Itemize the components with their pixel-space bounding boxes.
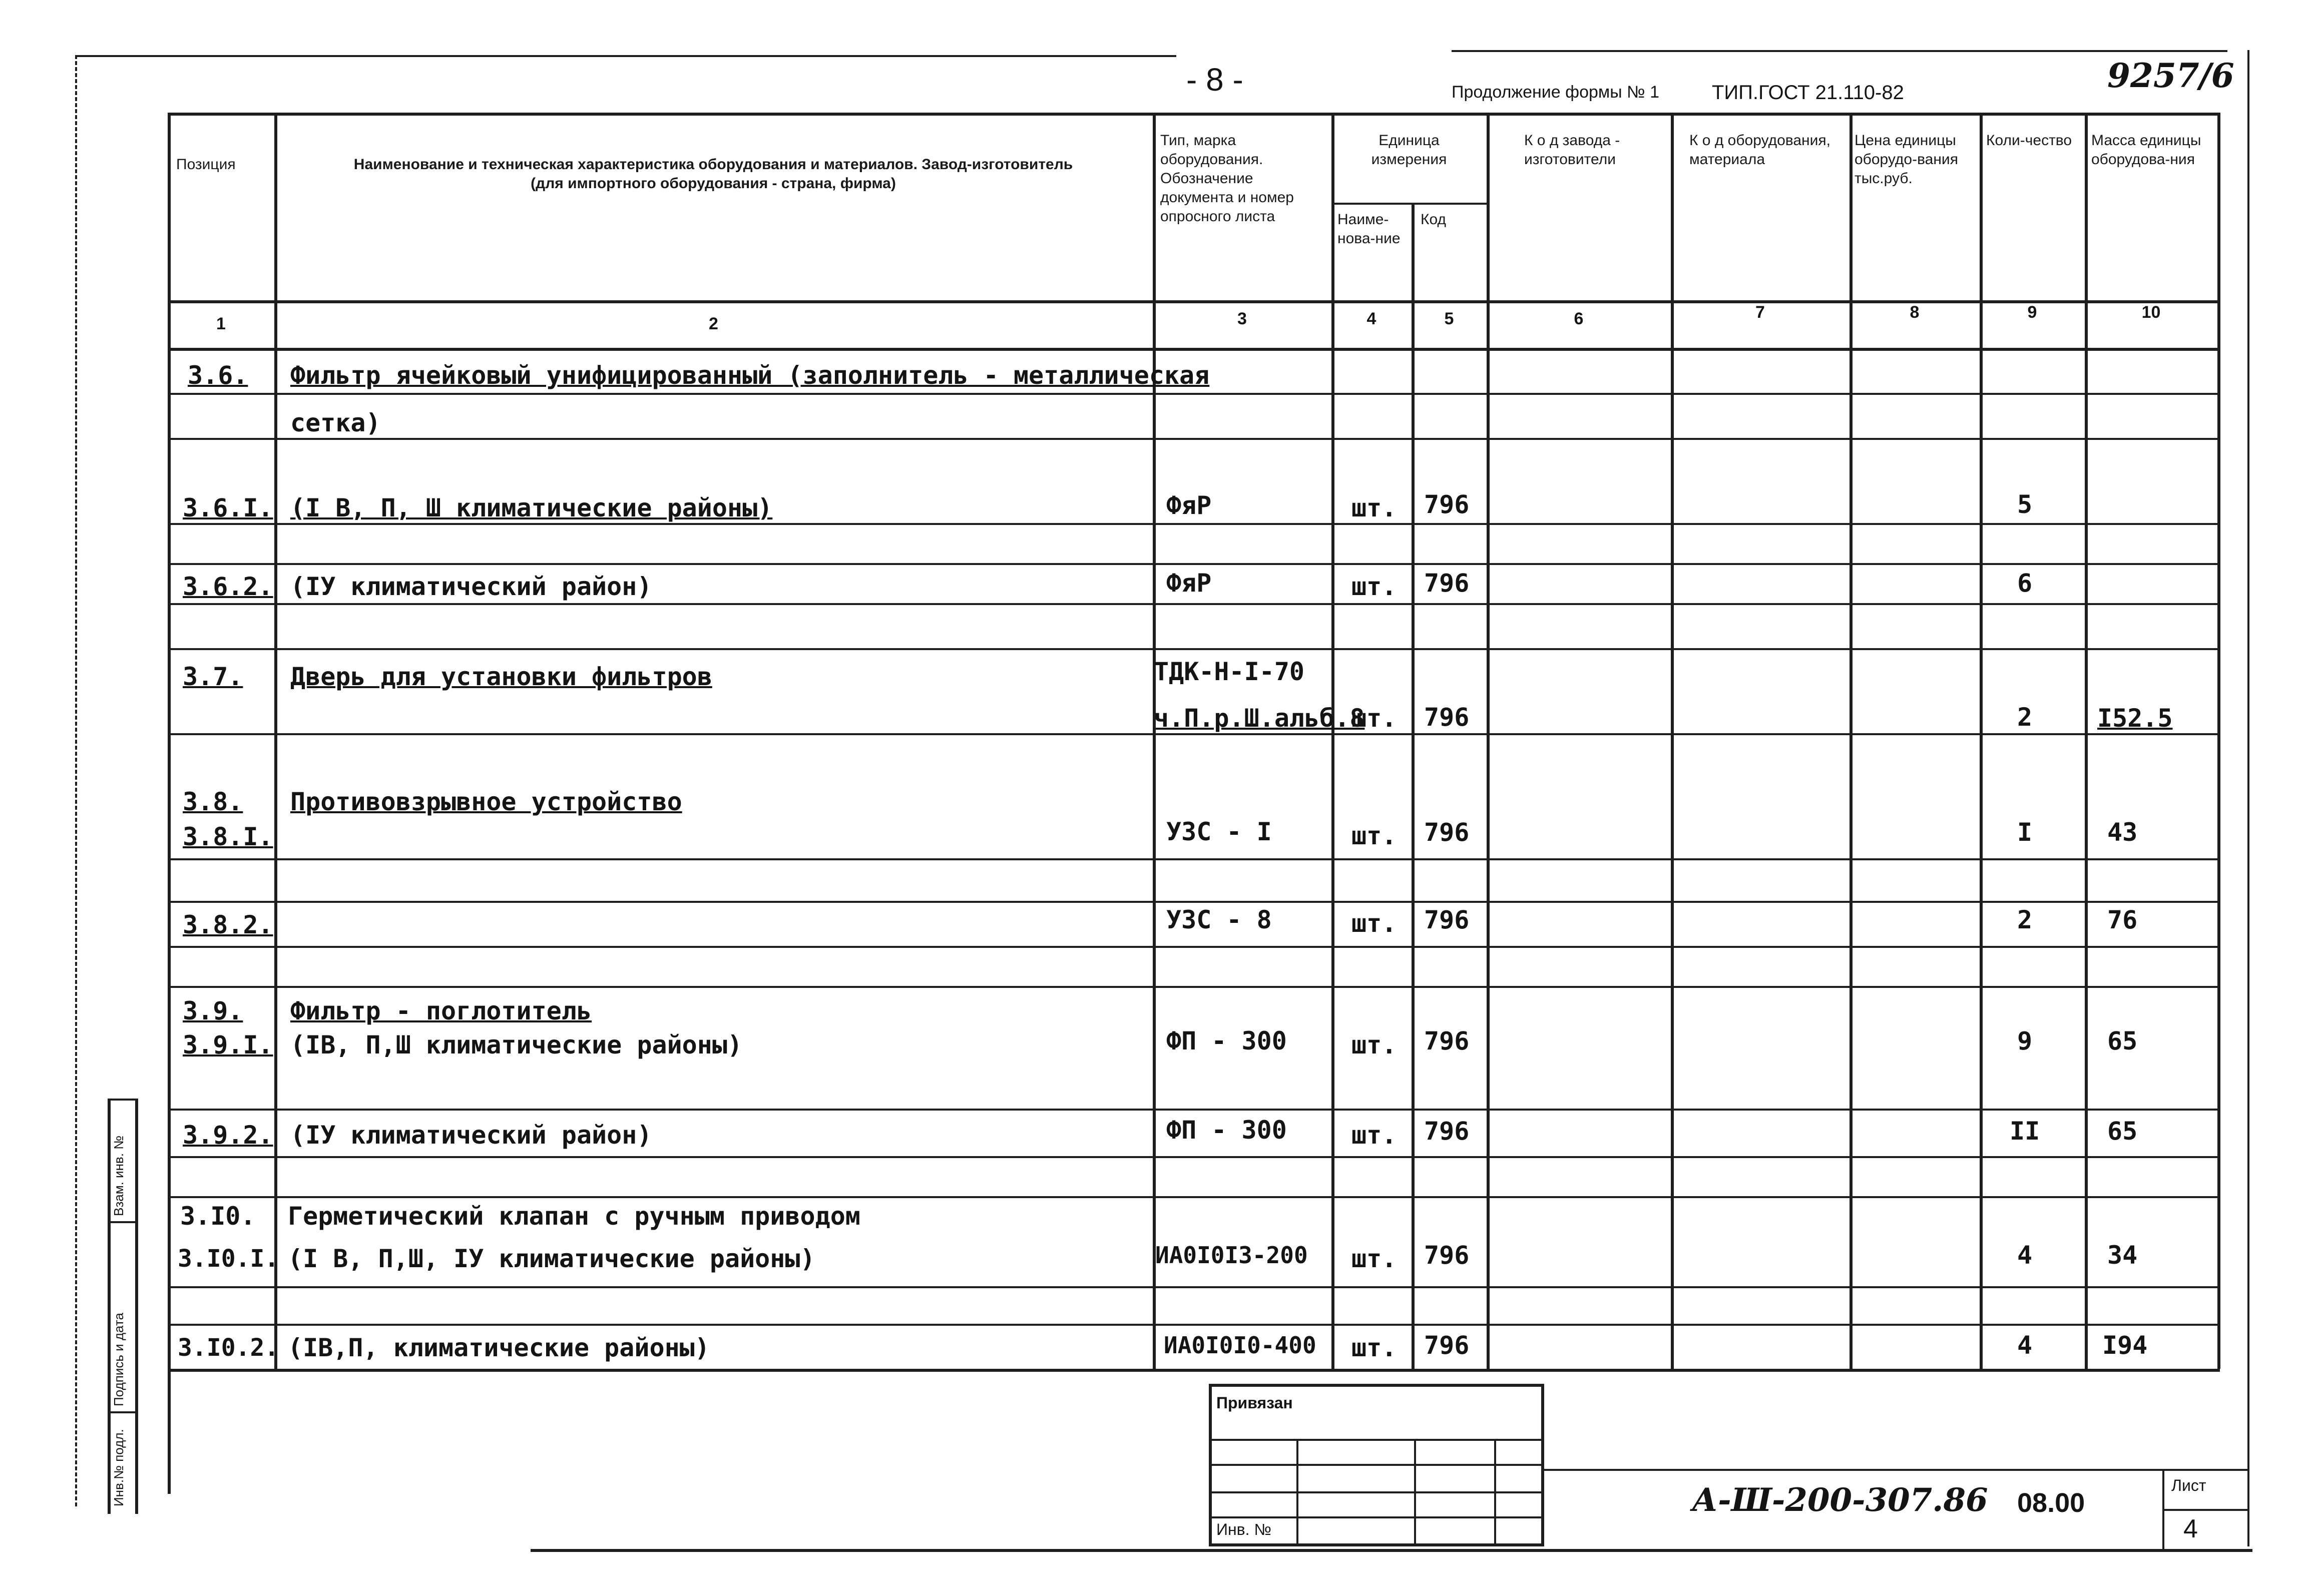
row-position: 3.9.I. <box>183 1030 273 1059</box>
row-line <box>168 1286 2220 1288</box>
column-number: 6 <box>1574 309 1584 328</box>
col-line-10 <box>2217 113 2220 1369</box>
row-type: ФяР <box>1166 569 1212 598</box>
column-number: 5 <box>1444 309 1454 328</box>
top-border-right <box>1452 50 2227 52</box>
row-unit: шт. <box>1351 704 1397 733</box>
row-type: УЗС - 8 <box>1166 905 1272 934</box>
top-border-left <box>75 55 1176 57</box>
row-line <box>168 648 2220 650</box>
column-number: 3 <box>1237 309 1247 328</box>
row-position: 3.I0.2. <box>178 1334 279 1362</box>
column-number: 10 <box>2141 303 2161 322</box>
header-quantity: Коли-чество <box>1986 132 2072 149</box>
unit-subheader-line <box>1331 203 1487 205</box>
row-qty: II <box>2010 1117 2040 1146</box>
privyazan-label: Привязан <box>1216 1394 1293 1412</box>
side-stamp-line-outer <box>108 1099 111 1514</box>
side-stamp-line-mid <box>135 1099 138 1514</box>
row-type: ФП - 300 <box>1166 1116 1287 1145</box>
row-unit: шт. <box>1351 493 1397 522</box>
row-position: 3.7. <box>183 662 243 691</box>
row-line <box>168 438 2220 440</box>
gost-label: ТИП.ГОСТ 21.110-82 <box>1712 82 1904 104</box>
col-line-5 <box>1487 113 1490 1369</box>
row-name: Фильтр - поглотитель <box>290 996 592 1025</box>
header-unit-code: Код <box>1421 211 1447 228</box>
row-name: Дверь для установки фильтров <box>290 662 712 691</box>
row-type: ИА0I0I3-200 <box>1155 1242 1308 1269</box>
column-number: 2 <box>709 314 718 333</box>
row-type: УЗС - I <box>1166 817 1272 846</box>
row-qty: I <box>2017 818 2033 847</box>
row-position: 3.6.I. <box>183 493 273 522</box>
row-code: 796 <box>1424 703 1470 732</box>
row-name: Противовзрывное устройство <box>290 787 682 816</box>
row-mass: 76 <box>2107 905 2138 934</box>
column-number: 7 <box>1755 303 1765 322</box>
row-code: 796 <box>1424 905 1470 934</box>
row-line <box>168 1109 2220 1111</box>
sheet-suffix: 08.00 <box>2017 1488 2085 1518</box>
row-line <box>168 901 2220 903</box>
page-number: - 8 - <box>1186 62 1243 98</box>
row-code: 796 <box>1424 818 1470 847</box>
privyazan-col-3 <box>1494 1439 1496 1546</box>
col-line-4 <box>1412 203 1415 1369</box>
row-mass: I52.5 <box>2097 704 2173 733</box>
header-name: Наименование и техническая характеристика оборудования и материалов. Завод-изготовитель (для импортного оборудования - страна, фирма) <box>353 156 1073 192</box>
row-code: 796 <box>1424 1117 1470 1146</box>
side-stamp-top <box>108 1099 138 1101</box>
colnum-bottom-border <box>168 348 2220 351</box>
header-type: Тип, марка оборудования. Обозначение документа и номер опросного листа <box>1160 132 1294 225</box>
row-qty: 9 <box>2017 1026 2033 1055</box>
side-stamp-divider-2 <box>108 1411 138 1413</box>
side-vzam-label: Взам. инв. № <box>111 1135 126 1216</box>
right-edge-line <box>2247 50 2249 1546</box>
row-type: ФП - 300 <box>1166 1026 1287 1055</box>
table-top-border <box>168 113 2220 116</box>
col-line-8 <box>1980 113 1983 1369</box>
col-line-9 <box>2085 113 2088 1369</box>
row-type: ТДК-Н-I-70 <box>1154 657 1305 686</box>
row-name: (I В, П,Ш, IУ климатические районы) <box>288 1244 815 1273</box>
title-block-top <box>1544 1469 2247 1471</box>
row-position: 3.8. <box>183 787 243 816</box>
column-number: 1 <box>216 314 226 333</box>
row-mass: I94 <box>2102 1331 2148 1360</box>
row-type: ИА0I0I0-400 <box>1164 1332 1316 1359</box>
list-number: 4 <box>2183 1514 2198 1543</box>
col-line-3 <box>1331 113 1334 1369</box>
row-unit: шт. <box>1351 1030 1397 1059</box>
row-qty: 6 <box>2017 569 2033 598</box>
column-number: 9 <box>2027 303 2037 322</box>
row-name: сетка) <box>290 408 381 437</box>
col-line-6 <box>1671 113 1674 1369</box>
row-position: 3.I0.I. <box>178 1245 279 1273</box>
col-line-1 <box>274 113 277 1369</box>
row-line <box>168 603 2220 605</box>
form-continuation: Продолжение формы № 1 <box>1452 83 1660 102</box>
row-unit: шт. <box>1351 1121 1397 1150</box>
row-qty: 4 <box>2017 1331 2033 1360</box>
header-unit-name: Наиме-нова-ние <box>1337 211 1401 247</box>
row-mass: 43 <box>2107 818 2138 847</box>
row-line <box>168 393 2220 395</box>
header-price: Цена единицы оборудо-вания тыс.руб. <box>1855 132 1958 187</box>
row-mass: 65 <box>2107 1026 2138 1055</box>
row-name: (IВ,П, климатические районы) <box>288 1333 710 1362</box>
row-line <box>168 986 2220 988</box>
header-position: Позиция <box>176 156 236 173</box>
row-name: Фильтр ячейковый унифицированный (заполнитель - металлическая <box>290 361 1210 390</box>
col-line-2 <box>1153 113 1156 1369</box>
privyazan-col-1 <box>1296 1439 1298 1546</box>
doc-id: 9257/6 <box>2107 56 2234 95</box>
row-qty: 2 <box>2017 905 2033 934</box>
list-box-divider <box>2162 1509 2247 1511</box>
row-code: 796 <box>1424 490 1470 519</box>
row-line <box>168 1196 2220 1198</box>
row-unit: шт. <box>1351 1244 1397 1273</box>
row-qty: 4 <box>2017 1241 2033 1270</box>
stamp-inv-label: Инв. № <box>1216 1520 1271 1538</box>
row-mass: 65 <box>2107 1117 2138 1146</box>
row-position: 3.8.I. <box>183 822 273 851</box>
list-label: Лист <box>2171 1476 2206 1494</box>
row-position: 3.8.2. <box>183 910 273 939</box>
header-equipment-code: К о д оборудования, материала <box>1689 132 1830 168</box>
row-line <box>168 946 2220 948</box>
row-name: (IУ климатический район) <box>290 572 652 601</box>
row-line <box>168 733 2220 735</box>
side-inv-label: Инв.№ подл. <box>111 1429 126 1506</box>
row-unit: шт. <box>1351 572 1397 601</box>
header-unit: Единица измерения <box>1371 132 1447 168</box>
privyazan-col-2 <box>1414 1439 1416 1546</box>
row-unit: шт. <box>1351 1333 1397 1362</box>
table-bottom-border <box>168 1369 2220 1372</box>
row-code: 796 <box>1424 1026 1470 1055</box>
row-qty: 2 <box>2017 703 2033 732</box>
row-mass: 34 <box>2107 1241 2138 1270</box>
row-type: ФяР <box>1166 491 1212 520</box>
header-mass: Масса единицы оборудова-ния <box>2091 132 2201 168</box>
column-number: 4 <box>1366 309 1376 328</box>
side-stamp-divider-1 <box>108 1221 138 1223</box>
row-position: 3.9. <box>183 996 243 1025</box>
drawing-code: А-Ш-200-307.86 <box>1692 1481 1988 1519</box>
row-unit: шт. <box>1351 909 1397 938</box>
left-edge-dashes <box>75 55 77 1506</box>
row-line <box>168 563 2220 565</box>
row-qty: 5 <box>2017 490 2033 519</box>
header-plant-code: К о д завода - изготовители <box>1524 132 1620 168</box>
row-name: (I В, П, Ш климатические районы) <box>290 493 773 522</box>
col-line-7 <box>1850 113 1853 1369</box>
row-unit: шт. <box>1351 821 1397 850</box>
row-line <box>168 523 2220 525</box>
column-number: 8 <box>1910 303 1920 322</box>
row-name: Герметический клапан с ручным приводом <box>288 1202 860 1231</box>
row-code: 796 <box>1424 1331 1470 1360</box>
row-name: (IУ климатический район) <box>290 1121 652 1150</box>
row-position: 3.6. <box>188 361 248 390</box>
row-position: 3.9.2. <box>183 1121 273 1150</box>
side-podpis-label: Подпись и дата <box>111 1312 126 1406</box>
row-line <box>168 1324 2220 1326</box>
row-type: ч.П.р.Ш.альб.8 <box>1154 704 1365 733</box>
row-line <box>168 858 2220 860</box>
row-line <box>168 1156 2220 1158</box>
row-name: (IВ, П,Ш климатические районы) <box>290 1030 743 1059</box>
row-code: 796 <box>1424 569 1470 598</box>
row-position: 3.6.2. <box>183 572 273 601</box>
stamp-bottom-line <box>531 1549 2252 1552</box>
row-position: 3.I0. <box>180 1202 256 1231</box>
row-code: 796 <box>1424 1241 1470 1270</box>
